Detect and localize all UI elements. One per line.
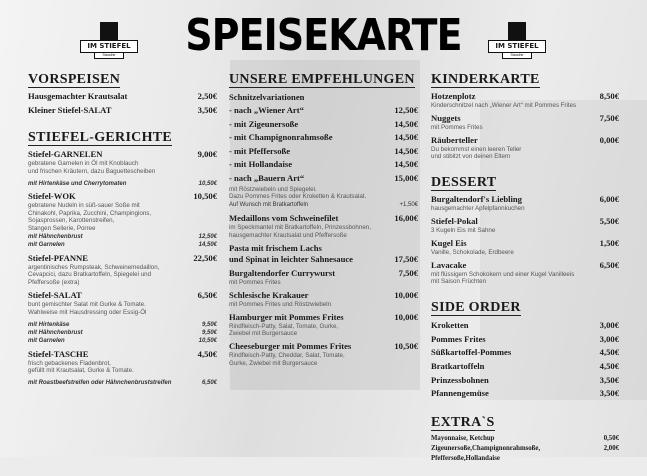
menu-row	[431, 194, 619, 205]
item-name: Pommes Frites	[431, 333, 486, 344]
item-description: Vanille, Schokolade, Erdbeere	[431, 248, 514, 256]
item-description: im Speckmantel mit Bratkartoffeln, Prinzessbohnen,	[229, 224, 371, 232]
page-title: SPEISEKARTE	[185, 10, 462, 61]
item-price: 5,50€	[599, 215, 619, 226]
section-heading: KINDERKARTE	[431, 72, 540, 87]
list-item	[431, 454, 619, 464]
menu-row	[229, 268, 418, 279]
menu-row	[229, 213, 418, 224]
item-name: Prinzessbohnen	[431, 374, 489, 385]
menu-item	[431, 135, 619, 162]
item-name: - mit Zigeunersoße	[229, 118, 299, 129]
item-description: Rindfleisch-Patty, Salat, Tomate, Gurke,	[229, 322, 339, 330]
item-description: gebratene Garnelen in Öl mit Knoblauch	[28, 160, 139, 167]
item-name: Schlesische Krakauer	[229, 289, 309, 300]
section-heading: STIEFEL-GERICHTE	[28, 130, 173, 145]
item-name: mit Roastbeefstreifen oder Hähnchenbruststreifen	[28, 380, 172, 387]
menu-section	[431, 413, 619, 464]
menu-row	[431, 216, 619, 227]
item-name: mit Hähnchenbrust	[28, 329, 83, 336]
item-price: 12,50€	[394, 105, 418, 115]
menu-item	[28, 253, 217, 287]
item-price: 1,50€	[599, 237, 619, 248]
item-price: 10,50€	[394, 341, 418, 352]
list-item	[431, 346, 619, 360]
item-name: Stiefel-PFANNE	[28, 252, 88, 263]
menu-row	[431, 135, 619, 146]
item-description: und stibitzt von deinen Eltern	[431, 153, 511, 161]
item-price: 0,50€	[603, 434, 619, 442]
item-description: hausgemachter Krautsalat und Pfeffersoße	[229, 232, 347, 240]
menu-item	[431, 113, 619, 132]
item-name: Pfeffersoße,Hollandaise	[431, 454, 500, 462]
item-description: Pfeffersoße (extra)	[28, 279, 80, 287]
item-name: Pasta mit frischem Lachs	[229, 243, 322, 254]
menu-row	[28, 349, 217, 360]
item-price: 6,50€	[201, 380, 217, 387]
item-name: Nuggets	[431, 112, 461, 123]
item-description: mit Pommes Frites	[431, 123, 483, 131]
item-description: Gurke, Zwiebel mit Burgersauce	[229, 360, 318, 368]
item-description: gefüllt mit Krautsalat, Gurke & Tomate.	[28, 367, 134, 375]
item-price: 10,50€	[198, 180, 217, 187]
item-name: Mayonnaise, Ketchup	[431, 434, 495, 442]
item-description: Dazu Pommes Frites oder Kroketten & Krautsalat.	[229, 193, 367, 201]
item-name: mit Garnelen	[28, 338, 65, 345]
item-name: Hausgemachter Krautsalat	[28, 91, 128, 101]
menu-item	[28, 290, 217, 345]
logo-subtext: Staudhe	[94, 53, 124, 59]
item-price: 0,00€	[599, 134, 619, 145]
menu-item	[28, 149, 217, 188]
item-name: Stiefel-TASCHE	[28, 348, 89, 359]
item-name: Burgaltendorfer Currywurst	[229, 268, 336, 279]
menu-row	[431, 113, 619, 124]
list-item	[431, 333, 619, 347]
list-item	[229, 118, 418, 132]
list-item	[431, 387, 619, 401]
logo-text: IM STIEFEL	[488, 40, 546, 53]
item-description: und frischen Kräutern, dazu Baguettescheiben	[28, 167, 156, 175]
item-price: +1,50€	[399, 202, 418, 209]
item-name: Hotzenplotz	[431, 91, 476, 101]
item-list	[229, 104, 418, 186]
item-description: hausgemachter Apfelpfannkuchen	[431, 205, 525, 213]
item-name: Auf Wunsch mit Bratkartoffeln	[229, 202, 309, 209]
item-name: - nach „Bauern Art“	[229, 172, 305, 183]
menu-item	[431, 216, 619, 235]
extra-option	[28, 321, 217, 329]
menu-row	[28, 105, 217, 116]
item-name: mit Hirtenkäse und Cherrytomaten	[28, 180, 127, 187]
menu-row	[229, 312, 418, 323]
extra-option	[28, 337, 217, 345]
item-description: bunt gemischter Salat mit Gurke & Tomate.	[28, 301, 146, 309]
item-price: 3,50€	[197, 105, 217, 115]
extra-option	[28, 329, 217, 337]
item-list	[431, 434, 619, 464]
section-heading: DESSERT	[431, 175, 497, 191]
menu-section	[431, 70, 619, 161]
extra-option	[229, 201, 418, 209]
item-list	[431, 319, 619, 401]
item-name: Medaillons vom Schweinefilet	[229, 213, 339, 224]
extra-option	[28, 180, 217, 188]
extra-option	[28, 379, 217, 387]
item-description: Wahlweise mit Hausdressing oder Essig-Öl	[28, 308, 147, 316]
item-name: - mit Champignonrahmsoße	[229, 132, 333, 143]
section-heading: VORSPEISEN	[28, 72, 121, 87]
item-price: 16,00€	[394, 213, 418, 224]
item-description: gebratene Nudeln in süß-sauer Soße mit	[28, 201, 140, 209]
list-item	[229, 158, 418, 172]
extra-option	[28, 233, 217, 241]
item-name: Stiefel-WOK	[28, 190, 76, 201]
menu-item	[229, 243, 418, 265]
item-price: 15,00€	[394, 172, 418, 183]
menu-section	[229, 70, 418, 368]
item-description: mit flüssigem Schokokern und einer Kugel Vanilleeis	[431, 270, 575, 278]
list-item	[431, 374, 619, 388]
item-price: 3,50€	[599, 374, 619, 385]
item-name: mit Hähnchenbrust	[28, 234, 83, 241]
item-price: 2,50€	[197, 91, 217, 101]
item-price: 9,50€	[201, 321, 217, 328]
item-name: Kroketten	[431, 320, 469, 331]
list-item	[229, 145, 418, 159]
item-description: Sojasprossen, Karottenstreifen,	[28, 217, 115, 225]
item-name: Stiefel-Pokal	[431, 215, 478, 226]
item-price: 14,50€	[394, 145, 418, 156]
menu-row	[431, 91, 619, 102]
item-description: Zwiebel mit Burgersauce	[229, 330, 298, 338]
menu-item	[229, 312, 418, 339]
menu-row	[229, 341, 418, 352]
menu-row	[28, 253, 217, 264]
section-heading: UNSERE EMPFEHLUNGEN	[229, 72, 415, 87]
item-name: - mit Pfeffersoße	[229, 145, 291, 156]
item-description: mit Röstzwiebeln und Spiegelei.	[229, 185, 317, 193]
menu-row	[28, 149, 217, 160]
list-item	[229, 172, 418, 186]
item-description: Rindfleisch-Patty, Cheddar, Salat, Tomate,	[229, 352, 345, 360]
item-name: mit Hirtenkäse	[28, 321, 70, 328]
item-price: 4,50€	[599, 347, 619, 358]
logo-subtext: Staudhe	[502, 53, 532, 59]
item-description: Du bekommst einen leeren Teller	[431, 145, 522, 153]
item-name: - mit Hollandaise	[229, 159, 293, 170]
menu-item	[431, 260, 619, 287]
menu-section	[431, 173, 619, 286]
item-price: 6,50€	[599, 259, 619, 270]
item-name: Kugel Eis	[431, 237, 467, 248]
item-price: 8,50€	[599, 91, 619, 101]
column-3	[431, 70, 619, 476]
item-description: Kinderschnitzel nach „Wiener Art“ mit Pommes Frites	[431, 102, 577, 109]
extra-option	[28, 241, 217, 249]
item-name: Pfannengemüse	[431, 388, 489, 399]
item-name: Räuberteller	[431, 134, 478, 145]
item-price: 10,50€	[198, 338, 217, 345]
menu-row	[431, 260, 619, 271]
item-name: Süßkartoffel-Pommes	[431, 347, 512, 358]
item-price: 14,50€	[394, 132, 418, 143]
item-name: Lavacake	[431, 259, 467, 270]
item-price: 3,00€	[599, 333, 619, 344]
item-price: 10,00€	[394, 289, 418, 300]
column-1	[28, 70, 217, 399]
item-name: mit Garnelen	[28, 242, 65, 249]
item-description: argentinisches Rumpsteak, Schweinemedaillon,	[28, 263, 160, 271]
logo-text: IM STIEFEL	[80, 40, 138, 53]
item-description: Cevapcici, dazu Bratkartoffeln, Spiegelei und	[28, 271, 152, 279]
item-name: Kleiner Stiefel-SALAT	[28, 105, 112, 115]
item-name: Zigeunersoße,Champignonrahmsoße,	[431, 444, 541, 452]
item-price: 10,00€	[394, 311, 418, 322]
item-price: 6,50€	[197, 290, 217, 301]
menu-item	[431, 194, 619, 213]
item-price: 7,50€	[398, 268, 418, 279]
item-description: mit Saison Früchten	[431, 278, 487, 286]
section-heading: SIDE ORDER	[431, 300, 521, 316]
item-price: 4,50€	[599, 360, 619, 371]
item-price: 2,00€	[603, 444, 619, 452]
item-description: frisch gebackenes Fladenbrot,	[28, 359, 111, 367]
list-item	[431, 444, 619, 454]
item-name: Bratkartoffeln	[431, 360, 485, 371]
item-price: 14,50€	[394, 118, 418, 129]
menu-item	[28, 191, 217, 250]
menu-item	[28, 349, 217, 388]
item-name: Stiefel-SALAT	[28, 290, 82, 301]
list-item	[431, 360, 619, 374]
item-price: 22,50€	[193, 252, 217, 263]
menu-item	[431, 238, 619, 257]
item-name: Cheeseburger mit Pommes Frites	[229, 341, 352, 352]
item-price: 10,50€	[193, 190, 217, 201]
list-item	[431, 319, 619, 333]
menu-row	[229, 254, 418, 265]
item-name: Hamburger mit Pommes Frites	[229, 311, 344, 322]
menu-item	[431, 91, 619, 110]
item-price: 3,50€	[599, 388, 619, 399]
menu-item	[229, 268, 418, 287]
menu-item	[229, 290, 418, 309]
menu-row	[28, 290, 217, 301]
item-price: 12,50€	[198, 234, 217, 241]
item-name: Stiefel-GARNELEN	[28, 149, 103, 159]
item-price: 7,50€	[599, 112, 619, 123]
item-name: und Spinat in leichter Sahnesauce	[229, 254, 354, 265]
menu-item	[28, 91, 217, 102]
menu-row	[28, 91, 217, 102]
menu-row	[28, 191, 217, 202]
item-name: Burgaltendorf's Liebling	[431, 194, 522, 205]
item-name: - nach „Wiener Art“	[229, 105, 304, 115]
list-item	[229, 104, 418, 118]
menu-section	[28, 70, 217, 116]
item-price: 9,50€	[201, 329, 217, 336]
menu-item	[229, 341, 418, 368]
menu-row	[431, 238, 619, 249]
list-item	[431, 434, 619, 444]
section-heading: EXTRA`S	[431, 414, 495, 430]
item-description: mit Pommes Frites	[229, 279, 281, 287]
menu-section	[431, 298, 619, 401]
menu-section	[28, 128, 217, 387]
item-price: 9,00€	[197, 149, 217, 159]
section-subheading: Schnitzelvariationen	[229, 92, 305, 102]
item-price: 14,50€	[394, 159, 418, 170]
item-description: Chinakohl, Paprika, Zucchini, Champingions,	[28, 209, 152, 217]
item-price: 3,00€	[599, 320, 619, 331]
menu-item	[28, 105, 217, 116]
item-description: mit Pommes Frites und Röstzwiebeln	[229, 300, 332, 308]
item-description: 3 Kugeln Eis mit Sahne	[431, 226, 496, 234]
menu-item	[229, 213, 418, 240]
item-price: 17,50€	[394, 254, 418, 265]
item-price: 4,50€	[197, 348, 217, 359]
item-price: 6,00€	[599, 194, 619, 205]
column-2	[229, 70, 418, 380]
list-item	[229, 131, 418, 145]
item-description: Stangen Sellerie, Porree	[28, 225, 96, 233]
item-price: 14,50€	[198, 242, 217, 249]
menu-row	[229, 290, 418, 301]
